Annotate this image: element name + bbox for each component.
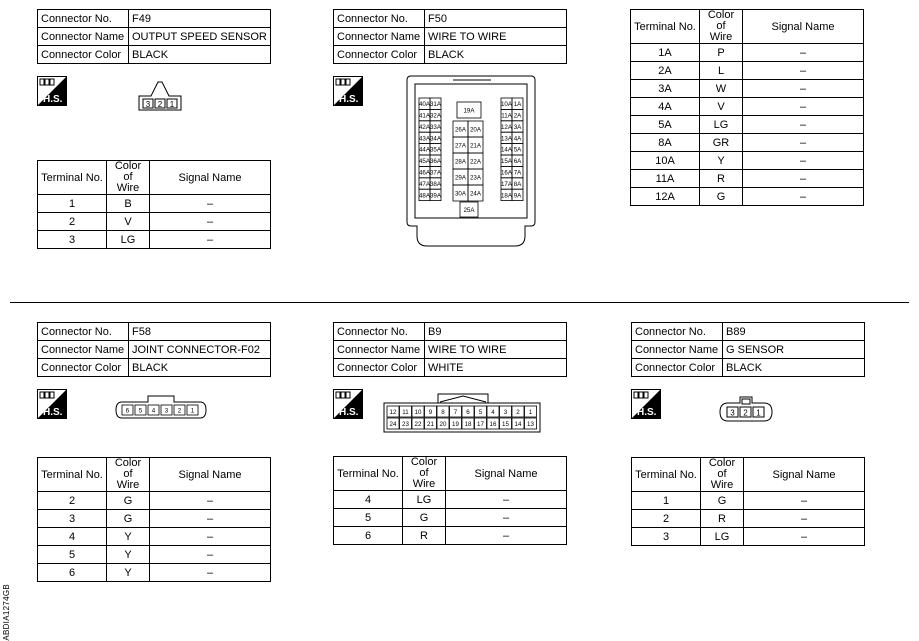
pin-label: 4 xyxy=(151,407,156,415)
connector-color-label: Connector Color xyxy=(38,46,129,64)
terminal-no-cell: 6 xyxy=(38,564,107,582)
pin-label: 9 xyxy=(428,408,433,416)
table-row xyxy=(631,80,864,98)
hs-label: H.S. xyxy=(339,407,359,418)
terminal-no-cell: 2 xyxy=(632,510,701,528)
wire-color-cell: LG xyxy=(700,116,743,134)
signal-name-header: Signal Name xyxy=(446,457,567,491)
signal-name-header: Signal Name xyxy=(150,458,271,492)
table-row xyxy=(632,510,865,528)
table-row xyxy=(334,509,567,527)
pin-label: 5 xyxy=(478,408,483,416)
pin-label: 15A xyxy=(500,158,513,166)
terminal-no-cell: 2 xyxy=(38,492,107,510)
pin-label: 35A xyxy=(429,146,442,154)
b89-connector-header xyxy=(631,322,865,377)
signal-name-cell: – xyxy=(743,170,864,188)
pin-label: 5A xyxy=(513,146,522,154)
color-of-wire-header: Color of Wire xyxy=(701,458,744,492)
pin-label: 43A xyxy=(418,135,431,143)
pin-label: 34A xyxy=(429,135,442,143)
signal-name-cell: – xyxy=(150,213,271,231)
terminal-no-cell: 1 xyxy=(632,492,701,510)
table-row xyxy=(38,492,271,510)
terminal-no-header: Terminal No. xyxy=(38,458,107,492)
pin-label: 11 xyxy=(402,408,409,416)
signal-name-cell: – xyxy=(150,510,271,528)
table-row xyxy=(631,116,864,134)
terminal-no-cell: 5A xyxy=(631,116,700,134)
figure-code: ABDIA1274GB xyxy=(2,584,11,641)
connector-name-value: WIRE TO WIRE xyxy=(425,341,567,359)
pin-label: 10 xyxy=(414,408,422,416)
signal-name-cell: – xyxy=(743,98,864,116)
pin-label: 9A xyxy=(513,192,522,200)
pin-label: 15 xyxy=(502,420,509,428)
connector-color-label: Connector Color xyxy=(38,359,129,377)
pin-label: 47A xyxy=(418,180,431,188)
terminal-no-header: Terminal No. xyxy=(632,458,701,492)
wire-color-cell: LG xyxy=(403,491,446,509)
pin-label: 12 xyxy=(389,408,397,416)
pin-label: 17A xyxy=(500,180,513,188)
connector-name-value: G SENSOR xyxy=(723,341,865,359)
pin-label: 30A xyxy=(454,190,467,198)
pin-label: 36A xyxy=(429,158,442,166)
hs-label: H.S. xyxy=(43,407,63,418)
wire-color-cell: R xyxy=(700,170,743,188)
pin-label: 12A xyxy=(500,123,513,131)
pin-label: 2 xyxy=(157,100,163,109)
terminal-no-cell: 3 xyxy=(38,231,107,249)
pin-label: 17 xyxy=(477,420,484,428)
connector-name-label: Connector Name xyxy=(38,341,129,359)
table-row xyxy=(38,528,271,546)
terminal-no-cell: 3 xyxy=(38,510,107,528)
table-row xyxy=(631,188,864,206)
connector-name-value: WIRE TO WIRE xyxy=(425,28,567,46)
connector-name-label: Connector Name xyxy=(632,341,723,359)
wire-color-cell: R xyxy=(403,527,446,545)
table-row xyxy=(632,528,865,546)
signal-name-header: Signal Name xyxy=(150,161,271,195)
signal-name-cell: – xyxy=(743,152,864,170)
table-row xyxy=(632,492,865,510)
wire-color-cell: G xyxy=(107,492,150,510)
pin-label: 23 xyxy=(402,420,409,428)
signal-name-cell: – xyxy=(446,491,567,509)
terminal-no-cell: 5 xyxy=(38,546,107,564)
pin-label: 4A xyxy=(513,135,522,143)
b9-terminal-table xyxy=(333,456,567,545)
color-of-wire-header: Color of Wire xyxy=(107,161,150,195)
connector-color-label: Connector Color xyxy=(632,359,723,377)
pin-label: 44A xyxy=(418,146,431,154)
pin-label: 1A xyxy=(513,101,522,109)
harness-side-icon xyxy=(631,389,661,419)
f49-connector-face xyxy=(135,80,185,114)
pin-label: 40A xyxy=(418,101,431,109)
pin-label: 2 xyxy=(743,408,748,418)
b89-connector-face xyxy=(718,395,774,425)
terminal-no-cell: 2A xyxy=(631,62,700,80)
harness-side-icon xyxy=(333,389,363,419)
signal-name-cell: – xyxy=(743,134,864,152)
wire-color-cell: G xyxy=(403,509,446,527)
pin-label: 20A xyxy=(469,126,482,134)
pin-label: 20 xyxy=(439,420,447,428)
pin-label: 27A xyxy=(454,142,467,150)
connector-no-value: B89 xyxy=(723,323,865,341)
connector-name-label: Connector Name xyxy=(334,28,425,46)
terminal-no-cell: 8A xyxy=(631,134,700,152)
wire-color-cell: G xyxy=(701,492,744,510)
pin-label: 7 xyxy=(453,408,458,416)
signal-name-cell: – xyxy=(743,116,864,134)
table-row xyxy=(38,231,271,249)
pin-label: 41A xyxy=(418,112,431,120)
connector-no-label: Connector No. xyxy=(334,323,425,341)
wire-color-cell: GR xyxy=(700,134,743,152)
connector-name-value: JOINT CONNECTOR-F02 xyxy=(129,341,271,359)
terminal-no-cell: 4A xyxy=(631,98,700,116)
pin-label: 21A xyxy=(469,142,482,150)
pin-label: 46A xyxy=(418,169,431,177)
pin-label: 28A xyxy=(454,158,467,166)
wire-color-cell: Y xyxy=(700,152,743,170)
pin-label: 3A xyxy=(513,123,522,131)
table-row xyxy=(631,98,864,116)
pin-label: 13 xyxy=(527,420,534,428)
connector-color-value: WHITE xyxy=(425,359,567,377)
wire-color-cell: LG xyxy=(107,231,150,249)
pin-label: 5 xyxy=(138,407,143,415)
pin-label: 3 xyxy=(730,408,735,418)
signal-name-cell: – xyxy=(446,509,567,527)
table-row xyxy=(631,44,864,62)
signal-name-cell: – xyxy=(743,80,864,98)
connector-color-value: BLACK xyxy=(129,46,271,64)
connector-name-label: Connector Name xyxy=(38,28,129,46)
f49-connector-header xyxy=(37,9,271,64)
wire-color-cell: P xyxy=(700,44,743,62)
pin-label: 13A xyxy=(500,135,513,143)
table-row xyxy=(38,510,271,528)
wire-color-cell: Y xyxy=(107,564,150,582)
pin-label: 14 xyxy=(514,420,522,428)
f50-connector-face xyxy=(405,74,537,250)
terminal-no-header: Terminal No. xyxy=(631,10,700,44)
table-row xyxy=(631,62,864,80)
color-of-wire-header: Color of Wire xyxy=(700,10,743,44)
pin-label: 25A xyxy=(463,206,475,214)
pin-label: 1 xyxy=(169,100,175,109)
pin-label: 3 xyxy=(145,100,151,109)
signal-name-cell: – xyxy=(743,44,864,62)
signal-name-cell: – xyxy=(150,564,271,582)
connector-color-label: Connector Color xyxy=(334,359,425,377)
pin-label: 8 xyxy=(441,408,445,416)
pin-label: 18 xyxy=(464,420,472,428)
pin-label: 16A xyxy=(500,169,513,177)
pin-label: 42A xyxy=(418,123,431,131)
pin-label: 26A xyxy=(454,126,467,134)
hs-label: H.S. xyxy=(43,94,63,105)
pin-label: 4 xyxy=(491,408,495,416)
pin-label: 2 xyxy=(516,408,520,416)
connector-color-label: Connector Color xyxy=(334,46,425,64)
pin-label: 32A xyxy=(429,112,442,120)
pin-label: 11A xyxy=(501,112,512,120)
wire-color-cell: Y xyxy=(107,546,150,564)
pin-label: 24 xyxy=(389,420,397,428)
wire-color-cell: G xyxy=(700,188,743,206)
pin-label: 6A xyxy=(513,158,522,166)
signal-name-cell: – xyxy=(150,528,271,546)
terminal-no-cell: 1A xyxy=(631,44,700,62)
connector-no-value: B9 xyxy=(425,323,567,341)
terminal-no-cell: 3 xyxy=(632,528,701,546)
pin-label: 24A xyxy=(469,190,482,198)
pin-label: 37A xyxy=(429,169,442,177)
table-row xyxy=(631,152,864,170)
connector-color-value: BLACK xyxy=(425,46,567,64)
table-row xyxy=(631,170,864,188)
f50-connector-header xyxy=(333,9,567,64)
table-row xyxy=(38,564,271,582)
pin-label: 31A xyxy=(429,101,442,109)
terminal-no-header: Terminal No. xyxy=(38,161,107,195)
wire-color-cell: G xyxy=(107,510,150,528)
section-divider xyxy=(10,302,909,303)
pin-label: 19 xyxy=(452,420,459,428)
pin-label: 3 xyxy=(164,407,169,415)
signal-name-cell: – xyxy=(744,492,865,510)
table-row xyxy=(38,213,271,231)
table-row xyxy=(334,491,567,509)
wire-color-cell: R xyxy=(701,510,744,528)
signal-name-cell: – xyxy=(743,62,864,80)
f58-terminal-table xyxy=(37,457,271,582)
table-row xyxy=(334,527,567,545)
wire-color-cell: Y xyxy=(107,528,150,546)
pin-label: 7A xyxy=(513,169,522,177)
connector-no-value: F58 xyxy=(129,323,271,341)
terminal-no-cell: 3A xyxy=(631,80,700,98)
pin-label: 33A xyxy=(429,123,442,131)
connector-no-value: F49 xyxy=(129,10,271,28)
connector-no-label: Connector No. xyxy=(334,10,425,28)
pin-label: 1 xyxy=(528,408,533,416)
pin-label: 2 xyxy=(177,407,182,415)
signal-name-cell: – xyxy=(150,195,271,213)
connector-name-label: Connector Name xyxy=(334,341,425,359)
pin-label: 2A xyxy=(513,112,522,120)
terminal-no-cell: 2 xyxy=(38,213,107,231)
wire-color-cell: W xyxy=(700,80,743,98)
pin-label: 39A xyxy=(429,192,442,200)
signal-name-header: Signal Name xyxy=(744,458,865,492)
terminal-no-cell: 10A xyxy=(631,152,700,170)
color-of-wire-header: Color of Wire xyxy=(403,457,446,491)
hs-label: H.S. xyxy=(339,94,359,105)
harness-side-icon xyxy=(37,76,67,106)
wire-color-cell: V xyxy=(700,98,743,116)
f50-terminal-table xyxy=(630,9,864,206)
signal-name-cell: – xyxy=(446,527,567,545)
table-row xyxy=(631,134,864,152)
pin-label: 16 xyxy=(489,420,497,428)
pin-label: 29A xyxy=(454,174,467,182)
signal-name-cell: – xyxy=(744,528,865,546)
connector-name-value: OUTPUT SPEED SENSOR xyxy=(129,28,271,46)
connector-color-value: BLACK xyxy=(723,359,865,377)
b9-connector-header xyxy=(333,322,567,377)
b89-terminal-table xyxy=(631,457,865,546)
pin-label: 14A xyxy=(500,146,513,154)
pin-label: 1 xyxy=(190,407,195,415)
signal-name-header: Signal Name xyxy=(743,10,864,44)
pin-label: 22 xyxy=(414,420,422,428)
hs-label: H.S. xyxy=(637,407,657,418)
pin-label: 6 xyxy=(125,407,130,415)
signal-name-cell: – xyxy=(150,546,271,564)
signal-name-cell: – xyxy=(150,231,271,249)
terminal-no-cell: 4 xyxy=(334,491,403,509)
f49-terminal-table xyxy=(37,160,271,249)
wire-color-cell: V xyxy=(107,213,150,231)
connector-no-label: Connector No. xyxy=(38,323,129,341)
pin-label: 45A xyxy=(418,158,431,166)
terminal-no-header: Terminal No. xyxy=(334,457,403,491)
table-row xyxy=(38,195,271,213)
wire-color-cell: L xyxy=(700,62,743,80)
table-row xyxy=(38,546,271,564)
signal-name-cell: – xyxy=(744,510,865,528)
harness-side-icon xyxy=(333,76,363,106)
pin-label: 8A xyxy=(513,180,522,188)
pin-label: 19A xyxy=(463,107,475,115)
pin-label: 3 xyxy=(503,408,508,416)
pin-label: 18A xyxy=(500,192,513,200)
wire-color-cell: LG xyxy=(701,528,744,546)
harness-side-icon xyxy=(37,389,67,419)
connector-color-value: BLACK xyxy=(129,359,271,377)
f58-connector-face xyxy=(114,394,208,422)
terminal-no-cell: 12A xyxy=(631,188,700,206)
connector-no-label: Connector No. xyxy=(38,10,129,28)
terminal-no-cell: 6 xyxy=(334,527,403,545)
f58-connector-header xyxy=(37,322,271,377)
pin-label: 22A xyxy=(469,158,482,166)
color-of-wire-header: Color of Wire xyxy=(107,458,150,492)
pin-label: 48A xyxy=(418,192,431,200)
pin-label: 38A xyxy=(429,180,442,188)
connector-no-value: F50 xyxy=(425,10,567,28)
pin-label: 1 xyxy=(756,408,761,418)
pin-label: 21 xyxy=(427,420,434,428)
terminal-no-cell: 11A xyxy=(631,170,700,188)
signal-name-cell: – xyxy=(743,188,864,206)
wire-color-cell: B xyxy=(107,195,150,213)
pin-label: 23A xyxy=(469,174,482,182)
pin-label: 10A xyxy=(500,101,513,109)
b9-connector-face xyxy=(382,388,542,434)
terminal-no-cell: 4 xyxy=(38,528,107,546)
terminal-no-cell: 5 xyxy=(334,509,403,527)
terminal-no-cell: 1 xyxy=(38,195,107,213)
connector-no-label: Connector No. xyxy=(632,323,723,341)
pin-label: 6 xyxy=(466,408,470,416)
signal-name-cell: – xyxy=(150,492,271,510)
